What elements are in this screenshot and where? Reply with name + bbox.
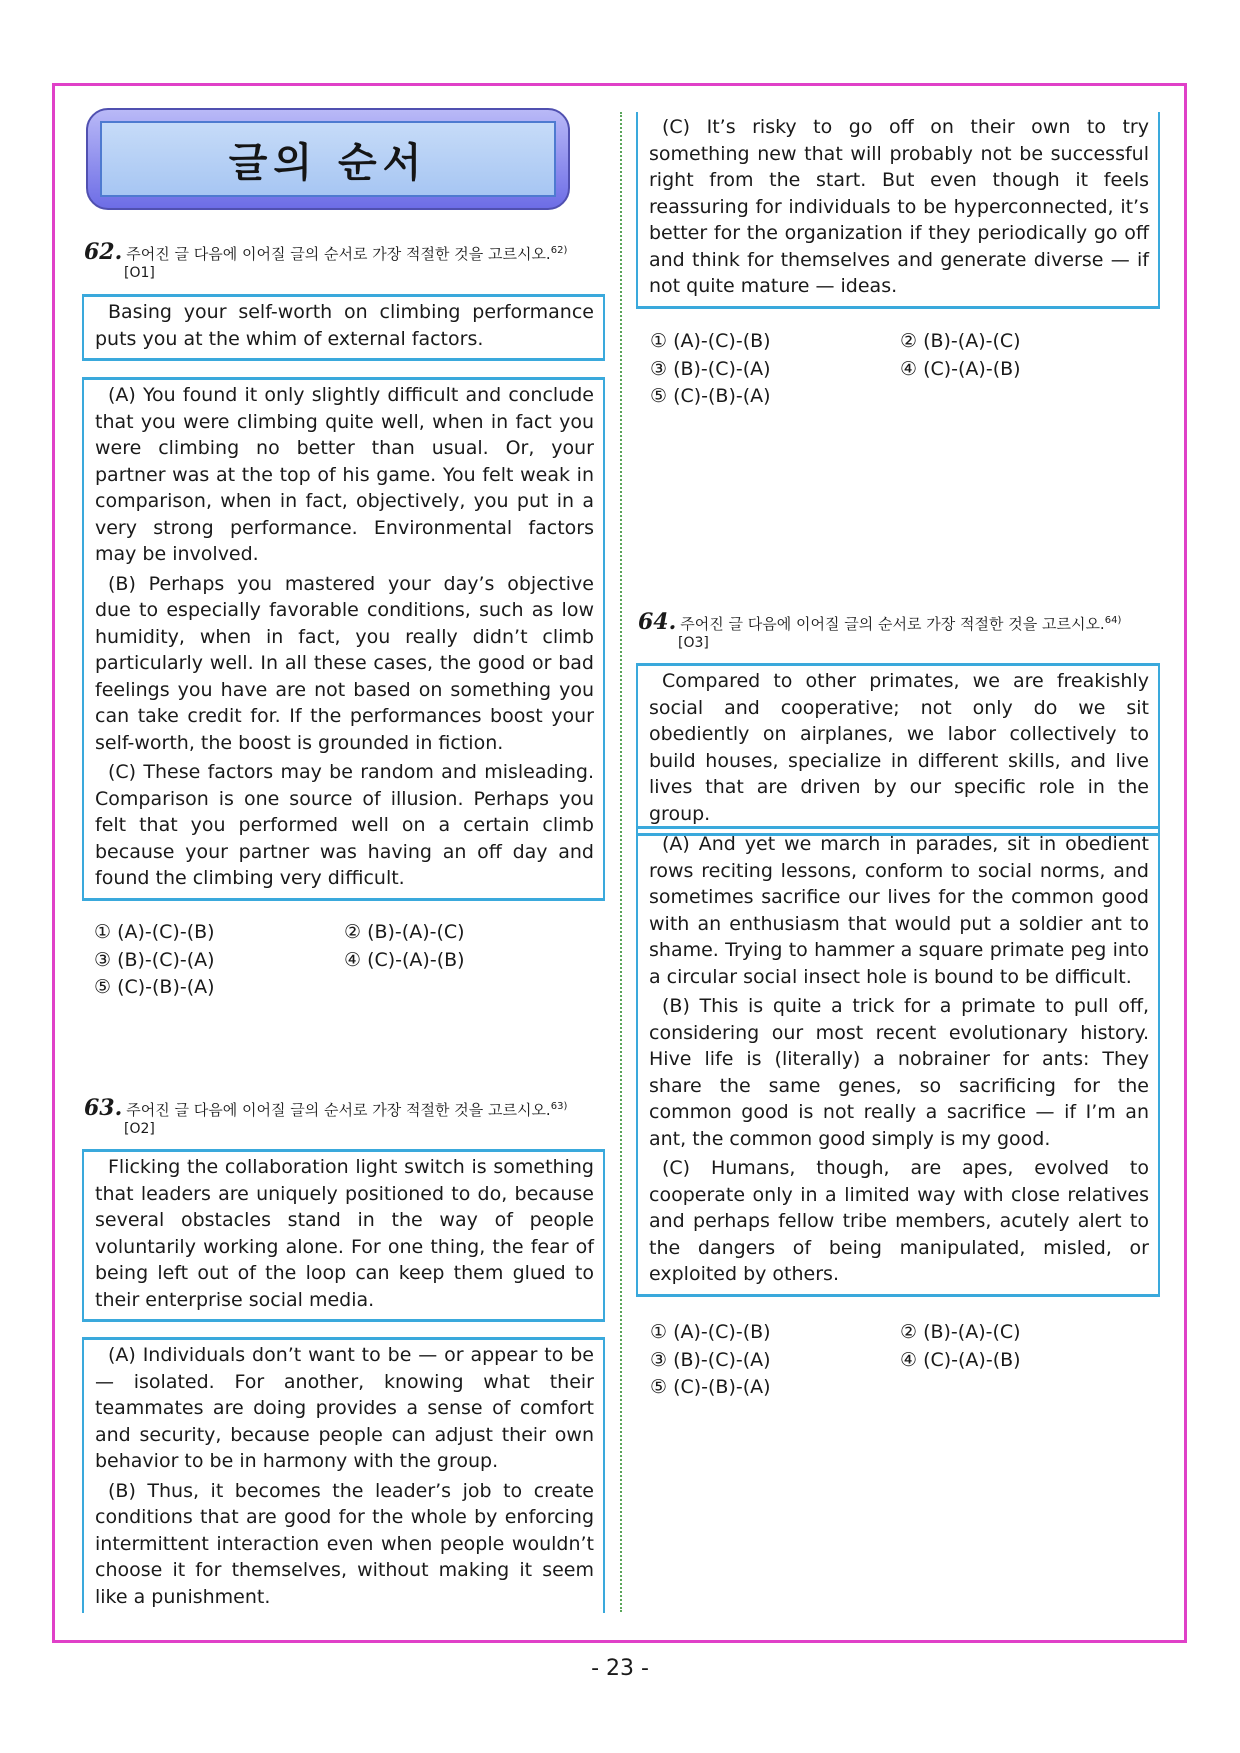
given-text: Flicking the collaboration light switch is something that leaders are uniquely positioned to do, because several obstacles stand in the way of people voluntarily working alone. For one thing, the fear of being left out of the loop can keep them glued to their enterprise social media. [95, 1156, 594, 1311]
choice-5[interactable]: ⑤ (C)-(B)-(A) [94, 976, 215, 998]
question-code: [O2] [124, 1121, 155, 1137]
paragraph-c: (C) Humans, though, are apes, evolved to cooperate only in a limited way with close relatives and perhaps fellow tribe members, acutely alert to the dangers of being manipulated, misled, or exploited by others. [649, 1157, 1149, 1285]
given-passage [636, 663, 1160, 836]
choice-3[interactable]: ③ (B)-(C)-(A) [650, 357, 771, 380]
footnote-ref: 63) [550, 1101, 568, 1112]
answer-choices [650, 328, 1150, 411]
choice-4[interactable]: ④ (C)-(A)-(B) [900, 357, 1021, 380]
footnote-ref: 62) [550, 245, 568, 256]
question-code: [O3] [678, 635, 709, 651]
paragraph-a: (A) And yet we march in parades, sit in obedient rows reciting lessons, conform to social norms, and sometimes sacrifice our lives for the common good with an enthusiasm that would put a soldier ant to shame. Trying to hammer a square primate peg into a circular social insect hole is bound to be difficult. [649, 833, 1149, 988]
paragraph-c: (C) It’s risky to go off on their own to try something new that will probably not be successful right from the start. But even though it feels reassuring for individuals to be hyperconnected, it’s better for the organization if they periodically go off and think for themselves and generate diverse — if not quite mature — ideas. [649, 116, 1149, 297]
passage-options-box [82, 377, 605, 901]
given-text: Compared to other primates, we are freakishly social and cooperative; not only do we sit obediently on airplanes, we labor collectively to build houses, specialize in different skills, and live lives that are driven by our specific role in the group. [649, 670, 1149, 825]
question-prompt: 주어진 글 다음에 이어질 글의 순서로 가장 적절한 것을 고르시오. [126, 245, 551, 263]
paragraph-c: (C) These factors may be random and misleading. Comparison is one source of illusion. Perhaps you felt that you performed well on a certain climb because your partner was having an off day and found the climbing very difficult. [95, 761, 594, 889]
choice-5[interactable]: ⑤ (C)-(B)-(A) [650, 1376, 771, 1398]
paragraph-b: (B) This is quite a trick for a primate to pull off, considering our most recent evolutionary history. Hive life is (literally) a nobrainer for ants: They share the same genes, so sacrificing for the common good is not really a sacrifice — if I’m an ant, the common good simply is my good. [649, 995, 1149, 1150]
section-title: 글의 순서 [100, 121, 556, 197]
choice-4[interactable]: ④ (C)-(A)-(B) [344, 948, 465, 971]
page-number: - 23 - [591, 1656, 649, 1681]
footnote-ref: 64) [1104, 615, 1122, 626]
choice-5[interactable]: ⑤ (C)-(B)-(A) [650, 385, 771, 407]
choice-1[interactable]: ① (A)-(C)-(B) [650, 330, 771, 352]
answer-choices [94, 919, 594, 1002]
question-64-header: 64. 주어진 글 다음에 이어질 글의 순서로 가장 적절한 것을 고르시오.$^{64)}$ [O3] [638, 610, 1178, 651]
question-prompt: 주어진 글 다음에 이어질 글의 순서로 가장 적절한 것을 고르시오. [680, 615, 1105, 633]
paragraph-b: (B) Thus, it becomes the leader’s job to create conditions that are good for the whole by enforcing intermittent interaction even when people wouldn’t choose it for themselves, without making it seem like a punishment. [95, 1479, 594, 1608]
choice-2[interactable]: ② (B)-(A)-(C) [900, 1321, 1021, 1343]
column-divider [620, 112, 622, 1612]
choice-1[interactable]: ① (A)-(C)-(B) [94, 921, 215, 943]
answer-choices [650, 1319, 1150, 1402]
question-62-header: 62. 주어진 글 다음에 이어질 글의 순서로 가장 적절한 것을 고르시오.$^{62)}$ [O1] [84, 240, 614, 281]
passage-options-box [636, 826, 1160, 1297]
given-text: Basing your self-worth on climbing performance puts you at the whim of external factors. [95, 301, 594, 350]
section-title-banner [86, 108, 570, 210]
given-passage [82, 294, 605, 361]
choice-2[interactable]: ② (B)-(A)-(C) [900, 330, 1021, 352]
choice-1[interactable]: ① (A)-(C)-(B) [650, 1321, 771, 1343]
question-prompt: 주어진 글 다음에 이어질 글의 순서로 가장 적절한 것을 고르시오. [126, 1101, 551, 1119]
given-passage [82, 1149, 605, 1322]
passage-options-box-part1 [82, 1337, 605, 1613]
choice-3[interactable]: ③ (B)-(C)-(A) [650, 1348, 771, 1371]
question-63-header: 63. 주어진 글 다음에 이어질 글의 순서로 가장 적절한 것을 고르시오.$^{63)}$ [O2] [84, 1096, 614, 1137]
choice-3[interactable]: ③ (B)-(C)-(A) [94, 948, 215, 971]
passage-options-box-part2 [636, 112, 1160, 309]
paragraph-a: (A) You found it only slightly difficult and conclude that you were climbing quite well, when in fact you were climbing no better than usual. Or, your partner was at the top of his game. You felt weak in comparison, when in fact, objectively, you put in a very strong performance. Environmental factors may be involved. [95, 384, 594, 565]
choice-2[interactable]: ② (B)-(A)-(C) [344, 921, 465, 943]
choice-4[interactable]: ④ (C)-(A)-(B) [900, 1348, 1021, 1371]
paragraph-a: (A) Individuals don’t want to be — or appear to be — isolated. For another, knowing what their teammates are doing provides a sense of comfort and security, because people can adjust their own behavior to be in harmony with the group. [95, 1344, 594, 1472]
paragraph-b: (B) Perhaps you mastered your day’s objective due to especially favorable conditions, such as low humidity, when in fact, you really didn’t climb particularly well. In all these cases, the good or bad feelings you have are not based on something you can take credit for. If the performances boost your self-worth, the boost is grounded in fiction. [95, 572, 594, 754]
question-code: [O1] [124, 265, 155, 281]
